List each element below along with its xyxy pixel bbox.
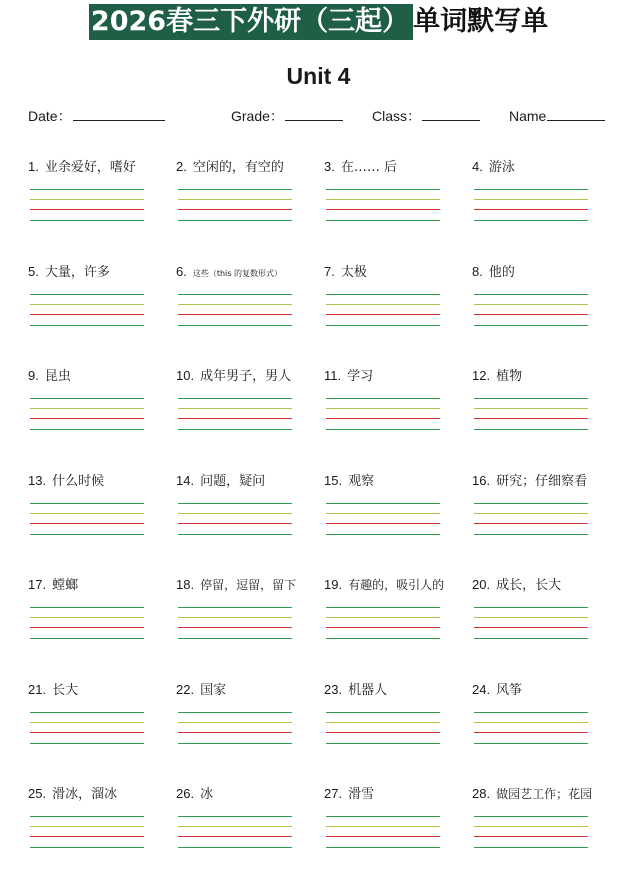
writing-line xyxy=(178,836,292,837)
vocab-item xyxy=(176,152,324,252)
writing-line xyxy=(474,523,588,524)
vocab-meaning: 游泳 xyxy=(488,160,515,175)
name-field[interactable] xyxy=(509,104,605,126)
writing-line xyxy=(474,816,588,817)
vocab-item xyxy=(28,570,176,670)
writing-area[interactable] xyxy=(30,398,144,438)
vocab-number: 22. xyxy=(176,681,195,697)
writing-line xyxy=(178,294,292,295)
writing-line xyxy=(326,847,440,848)
class-field[interactable] xyxy=(372,104,480,126)
writing-line xyxy=(326,617,440,618)
vocab-meaning: 滑雪 xyxy=(348,787,375,802)
writing-area[interactable] xyxy=(326,398,440,438)
writing-line xyxy=(178,732,292,733)
writing-line xyxy=(474,220,588,221)
writing-line xyxy=(326,826,440,827)
vocab-item xyxy=(176,779,324,879)
vocab-number: 8. xyxy=(472,263,483,279)
writing-line xyxy=(178,209,292,210)
vocab-meaning: 成长，长大 xyxy=(496,578,562,593)
vocab-number: 5. xyxy=(28,263,39,279)
vocab-item xyxy=(472,570,620,670)
vocab-label xyxy=(472,785,592,804)
vocab-number: 27. xyxy=(324,786,343,801)
writing-line xyxy=(474,607,588,608)
writing-line xyxy=(30,836,144,837)
writing-line xyxy=(326,534,440,535)
writing-area[interactable] xyxy=(474,607,588,647)
writing-area[interactable] xyxy=(178,607,292,647)
vocab-item xyxy=(472,779,620,879)
writing-line xyxy=(326,294,440,295)
vocab-meaning: 他的 xyxy=(488,264,515,280)
vocab-meaning: 大量，许多 xyxy=(44,264,110,280)
vocab-label xyxy=(324,472,374,491)
writing-line xyxy=(30,847,144,848)
vocab-item xyxy=(176,675,324,775)
vocab-number: 7. xyxy=(324,263,335,279)
vocab-item xyxy=(472,675,620,775)
vocab-meaning: 长大 xyxy=(52,682,79,698)
writing-line xyxy=(30,523,144,524)
writing-line xyxy=(326,627,440,628)
vocab-item xyxy=(324,779,472,879)
writing-line xyxy=(30,408,144,409)
vocab-number: 10. xyxy=(176,368,195,383)
vocab-meaning: 什么时候 xyxy=(52,473,105,489)
writing-line xyxy=(30,199,144,200)
vocab-label xyxy=(324,785,374,804)
writing-line xyxy=(326,398,440,399)
vocab-label xyxy=(472,472,587,491)
writing-line xyxy=(30,304,144,305)
writing-line xyxy=(30,627,144,628)
writing-line xyxy=(30,607,144,608)
vocab-meaning: 问题，疑问 xyxy=(200,473,266,489)
vocab-label xyxy=(176,367,291,386)
vocab-label xyxy=(472,576,561,595)
writing-line xyxy=(178,523,292,524)
vocab-item xyxy=(28,257,176,357)
writing-line xyxy=(326,418,440,419)
writing-line xyxy=(326,314,440,315)
title-plain-part: 单词默写单 xyxy=(413,6,549,37)
writing-line xyxy=(326,429,440,430)
name-blank-line xyxy=(547,104,605,121)
vocab-number: 2. xyxy=(176,159,187,174)
writing-line xyxy=(474,534,588,535)
vocab-meaning: 业余爱好，嗜好 xyxy=(44,160,136,175)
writing-area[interactable] xyxy=(326,607,440,647)
unit-title: Unit 4 xyxy=(286,63,351,89)
vocab-number: 24. xyxy=(472,681,491,697)
writing-line xyxy=(178,617,292,618)
writing-line xyxy=(326,503,440,504)
vocab-item xyxy=(324,257,472,357)
vocab-label xyxy=(28,263,110,282)
writing-line xyxy=(326,408,440,409)
vocab-number: 16. xyxy=(472,472,491,488)
writing-line xyxy=(474,732,588,733)
vocab-number: 15. xyxy=(324,472,343,488)
vocab-number: 9. xyxy=(28,368,39,383)
vocab-number: 3. xyxy=(324,159,335,174)
writing-line xyxy=(178,607,292,608)
writing-line xyxy=(474,294,588,295)
writing-line xyxy=(326,732,440,733)
writing-line xyxy=(326,712,440,713)
vocab-meaning: 这些（this 的复数形式） xyxy=(192,268,282,278)
vocab-label xyxy=(176,472,265,491)
vocab-item xyxy=(472,152,620,252)
writing-line xyxy=(474,826,588,827)
vocab-meaning: 观察 xyxy=(348,473,375,489)
writing-line xyxy=(30,617,144,618)
writing-line xyxy=(474,418,588,419)
vocab-meaning: 螳螂 xyxy=(52,578,79,593)
writing-area[interactable] xyxy=(326,294,440,334)
vocab-item xyxy=(324,152,472,252)
writing-line xyxy=(30,534,144,535)
vocab-meaning: 研究；仔细察看 xyxy=(496,473,588,489)
vocab-item xyxy=(324,675,472,775)
writing-line xyxy=(30,826,144,827)
grade-blank-line xyxy=(285,104,343,121)
writing-line xyxy=(178,199,292,200)
writing-line xyxy=(30,513,144,514)
writing-line xyxy=(178,816,292,817)
writing-area[interactable] xyxy=(178,816,292,856)
writing-line xyxy=(178,743,292,744)
writing-line xyxy=(474,627,588,628)
writing-line xyxy=(30,429,144,430)
writing-line xyxy=(474,189,588,190)
writing-line xyxy=(474,314,588,315)
writing-line xyxy=(474,304,588,305)
writing-line xyxy=(178,220,292,221)
vocab-meaning: 风筝 xyxy=(496,682,523,698)
vocab-meaning: 机器人 xyxy=(348,682,388,698)
vocab-label xyxy=(472,263,515,282)
writing-line xyxy=(474,847,588,848)
vocab-label xyxy=(28,158,136,177)
writing-line xyxy=(30,743,144,744)
writing-line xyxy=(30,189,144,190)
writing-line xyxy=(178,418,292,419)
vocab-label xyxy=(176,263,282,283)
writing-line xyxy=(30,294,144,295)
vocab-item xyxy=(176,466,324,566)
writing-line xyxy=(30,638,144,639)
date-field[interactable] xyxy=(28,104,165,126)
writing-line xyxy=(178,847,292,848)
vocab-number: 19. xyxy=(324,577,343,592)
writing-line xyxy=(326,722,440,723)
vocab-label xyxy=(324,263,367,282)
writing-area[interactable] xyxy=(178,712,292,752)
writing-line xyxy=(30,712,144,713)
vocab-number: 17. xyxy=(28,577,47,592)
vocab-number: 26. xyxy=(176,786,195,801)
vocab-label xyxy=(472,367,522,386)
writing-line xyxy=(178,398,292,399)
vocab-label xyxy=(176,576,296,595)
writing-line xyxy=(178,503,292,504)
vocab-item xyxy=(176,361,324,461)
vocab-label xyxy=(176,681,226,700)
writing-line xyxy=(474,325,588,326)
writing-area[interactable] xyxy=(326,503,440,543)
vocab-label xyxy=(472,681,522,700)
grade-label: Grade： xyxy=(231,108,284,124)
writing-area[interactable] xyxy=(178,294,292,334)
grade-field[interactable] xyxy=(231,104,343,126)
writing-area[interactable] xyxy=(474,816,588,856)
writing-line xyxy=(326,743,440,744)
vocab-meaning: 做园艺工作；花园 xyxy=(496,787,593,801)
vocab-meaning: 空闲的，有空的 xyxy=(192,160,284,175)
vocab-label xyxy=(28,472,104,491)
vocab-label xyxy=(324,158,397,177)
writing-line xyxy=(178,826,292,827)
vocab-meaning: 太极 xyxy=(340,264,367,280)
class-label: Class： xyxy=(372,108,422,124)
vocab-item xyxy=(472,466,620,566)
writing-line xyxy=(30,314,144,315)
info-row xyxy=(0,104,637,128)
vocab-item xyxy=(324,570,472,670)
class-blank-line xyxy=(422,104,480,121)
vocab-meaning: 学习 xyxy=(347,369,374,384)
date-blank-line xyxy=(73,104,165,121)
writing-line xyxy=(178,638,292,639)
vocab-item xyxy=(28,675,176,775)
vocab-meaning: 成年男子，男人 xyxy=(200,369,292,384)
writing-line xyxy=(326,189,440,190)
writing-area[interactable] xyxy=(30,503,144,543)
writing-line xyxy=(326,607,440,608)
writing-line xyxy=(178,325,292,326)
writing-area[interactable] xyxy=(178,503,292,543)
writing-line xyxy=(474,513,588,514)
vocab-meaning: 国家 xyxy=(200,682,227,698)
vocab-number: 28. xyxy=(472,786,491,801)
vocab-meaning: 有趣的，吸引人的 xyxy=(348,578,445,592)
vocab-item xyxy=(176,257,324,357)
writing-line xyxy=(326,816,440,817)
vocab-number: 21. xyxy=(28,681,47,697)
writing-line xyxy=(474,617,588,618)
writing-line xyxy=(178,314,292,315)
vocab-meaning: 在…… 后 xyxy=(340,160,397,175)
writing-area[interactable] xyxy=(474,189,588,229)
writing-line xyxy=(30,398,144,399)
writing-line xyxy=(326,836,440,837)
vocab-number: 25. xyxy=(28,786,47,801)
writing-line xyxy=(178,513,292,514)
writing-line xyxy=(474,712,588,713)
writing-line xyxy=(326,304,440,305)
writing-line xyxy=(326,638,440,639)
writing-line xyxy=(474,199,588,200)
vocab-number: 12. xyxy=(472,368,491,383)
writing-area[interactable] xyxy=(474,503,588,543)
writing-area[interactable] xyxy=(30,712,144,752)
writing-line xyxy=(30,209,144,210)
writing-line xyxy=(474,408,588,409)
vocab-item xyxy=(472,257,620,357)
worksheet-title xyxy=(0,4,637,40)
writing-line xyxy=(474,743,588,744)
writing-line xyxy=(30,722,144,723)
vocab-label xyxy=(28,367,71,386)
vocab-item xyxy=(28,361,176,461)
writing-line xyxy=(178,534,292,535)
vocab-number: 1. xyxy=(28,159,39,174)
writing-line xyxy=(326,325,440,326)
writing-area[interactable] xyxy=(30,294,144,334)
vocab-item xyxy=(324,361,472,461)
vocab-meaning: 冰 xyxy=(200,787,214,802)
vocab-label xyxy=(28,576,78,595)
writing-line xyxy=(474,836,588,837)
writing-area[interactable] xyxy=(326,189,440,229)
vocab-label xyxy=(28,681,78,700)
vocab-number: 4. xyxy=(472,159,483,174)
writing-line xyxy=(326,513,440,514)
vocab-item xyxy=(176,570,324,670)
writing-line xyxy=(326,209,440,210)
writing-area[interactable] xyxy=(30,189,144,229)
writing-line xyxy=(474,429,588,430)
writing-line xyxy=(178,408,292,409)
vocab-meaning: 滑冰，溜冰 xyxy=(52,787,118,802)
writing-area[interactable] xyxy=(178,189,292,229)
writing-line xyxy=(30,325,144,326)
vocab-meaning: 昆虫 xyxy=(44,369,71,384)
vocab-label xyxy=(472,158,515,177)
writing-line xyxy=(326,523,440,524)
writing-area[interactable] xyxy=(326,816,440,856)
title-highlighted-part: 2026春三下外研（三起） xyxy=(89,4,413,40)
writing-line xyxy=(178,304,292,305)
writing-line xyxy=(474,209,588,210)
vocab-number: 13. xyxy=(28,472,47,488)
writing-line xyxy=(474,503,588,504)
vocab-item xyxy=(28,779,176,879)
writing-line xyxy=(474,722,588,723)
vocab-item xyxy=(28,152,176,252)
writing-area[interactable] xyxy=(30,607,144,647)
writing-line xyxy=(474,398,588,399)
vocab-meaning: 停留，逗留，留下 xyxy=(200,578,297,592)
vocab-number: 6. xyxy=(176,263,187,279)
writing-area[interactable] xyxy=(30,816,144,856)
writing-line xyxy=(178,429,292,430)
writing-area[interactable] xyxy=(474,294,588,334)
vocab-number: 20. xyxy=(472,577,491,592)
date-label: Date： xyxy=(28,108,72,124)
vocab-label xyxy=(324,367,373,386)
writing-area[interactable] xyxy=(474,712,588,752)
vocab-number: 14. xyxy=(176,472,195,488)
vocab-label xyxy=(176,785,213,804)
writing-line xyxy=(178,189,292,190)
writing-line xyxy=(178,627,292,628)
vocab-label xyxy=(324,681,387,700)
writing-line xyxy=(30,816,144,817)
name-label: Name xyxy=(509,108,547,124)
writing-line xyxy=(326,220,440,221)
writing-line xyxy=(326,199,440,200)
writing-line xyxy=(30,418,144,419)
vocab-label xyxy=(324,576,444,595)
writing-area[interactable] xyxy=(326,712,440,752)
writing-line xyxy=(30,732,144,733)
writing-area[interactable] xyxy=(474,398,588,438)
vocab-number: 11. xyxy=(324,368,342,383)
vocab-item xyxy=(472,361,620,461)
vocab-label xyxy=(28,785,117,804)
vocab-meaning: 植物 xyxy=(496,369,523,384)
writing-line xyxy=(178,712,292,713)
writing-line xyxy=(178,722,292,723)
writing-line xyxy=(30,503,144,504)
vocab-item xyxy=(28,466,176,566)
writing-line xyxy=(30,220,144,221)
vocab-number: 18. xyxy=(176,577,195,592)
vocab-number: 23. xyxy=(324,681,343,697)
writing-area[interactable] xyxy=(178,398,292,438)
vocab-label xyxy=(176,158,284,177)
writing-line xyxy=(474,638,588,639)
vocab-item xyxy=(324,466,472,566)
